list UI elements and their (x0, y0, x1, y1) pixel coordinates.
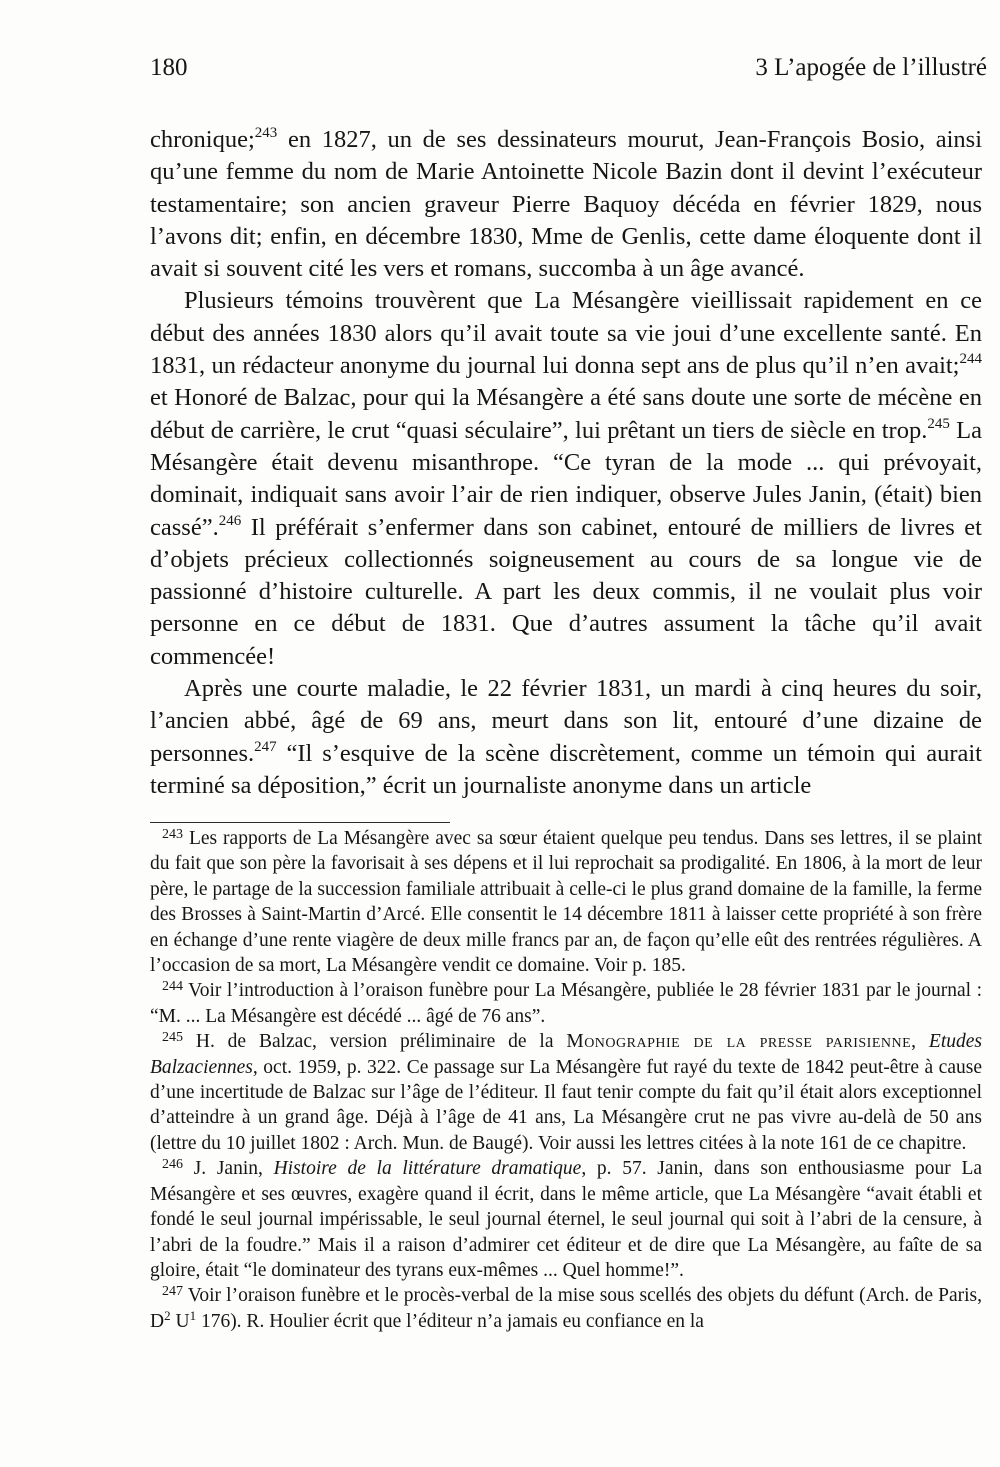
footnote-ref[interactable]: 246 (218, 512, 242, 529)
superscript: 1 (189, 1307, 197, 1323)
footnote-ref[interactable]: 247 (254, 738, 277, 755)
text-run: “Il s’esquive de la scène discrètement, comme un témoin qui aurait terminé sa déposition,” écrit un journaliste anonyme dans un article (150, 739, 982, 799)
text-run: chronique; (150, 126, 255, 153)
footnote-text: , (911, 1031, 929, 1053)
paragraph (150, 285, 982, 673)
footnote-text: 176). R. Houlier écrit que l’éditeur n’a jamais eu confiance en la (196, 1310, 704, 1332)
footnote-number: 246 (162, 1157, 183, 1173)
text-run: Plusieurs témoins trouvèrent que La Mésangère vieillissait rapidement en ce début des années 1830 alors qu’il avait toute sa vie joui d’une excellente santé. En 1831, un rédacteur anonyme du journal lui donna sept ans de plus qu’il n’en avait; (150, 287, 982, 380)
footnote-text: , p. 57. Janin, dans son enthousiasme pour La Mésangère et ses œuvres, exagère quand il écrit, dans le même article, que La Mésangère “avait établi et fondé le seul journal impérissable, le seul journal éternel, le seul journal qui soit à l’abri de la censure, à l’abri de la foudre.” Mais il a raison d’admirer cet éditeur et de dire que La Mésangère, au faîte de sa gloire, était “le dominateur des tyrans eux-mêmes ... Quel homme!”. (150, 1158, 983, 1281)
footnote-247 (150, 1283, 982, 1334)
footnote-244 (150, 978, 982, 1029)
running-title: 3 L’apogée de l’illustré (755, 54, 987, 81)
text-run: en 1827, un de ses dessinateurs mourut, Jean-François Bosio, ainsi qu’une femme du nom de Marie Antoinette Nicole Bazin dont il devint l’exécuteur testamentaire; son ancien graveur Pierre Baquoy décéda en février 1829, nous l’avons dit; enfin, en décembre 1830, Mme de Genlis, cette dame éloquente dont il avait si souvent cité les vers et romans, succomba à un âge avancé. (150, 126, 982, 283)
footnote-text: , oct. 1959, p. 322. Ce passage sur La Mésangère fut rayé du texte de 1842 peut-être à cause d’une incertitude de Balzac sur l’âge de l’éditeur. Il faut tenir compte du fait qu’il était alors exceptionnel d’atteindre à un grand âge. Déjà à l’âge de 41 ans, La Mésangère crut ne pas vivre au-delà de 50 ans (lettre du 10 juillet 1802 : Arch. Mun. de Baugé). Voir aussi les lettres citées à la note 161 de ce chapitre. (150, 1056, 982, 1154)
footnote-246 (150, 1156, 982, 1283)
footnote-text: H. de Balzac, version préliminaire de la (183, 1031, 567, 1053)
text-run: et Honoré de Balzac, pour qui la Mésangère a été sans doute une sorte de mécène en début de carrière, le crut “quasi séculaire”, lui prêtant un tiers de siècle en trop. (150, 384, 982, 444)
italic-title: Histoire de la littérature dramatique (273, 1158, 582, 1180)
footnote-divider (150, 822, 450, 823)
footnote-text: J. Janin, (183, 1158, 274, 1180)
footnote-number: 245 (162, 1030, 183, 1046)
smallcaps-title: Monographie de la presse parisienne (566, 1031, 912, 1053)
footnote-number: 243 (162, 827, 183, 842)
page-header (150, 52, 987, 84)
italic-title: Etudes Balzaciennes (150, 1031, 982, 1078)
footnote-text: Voir l’introduction à l’oraison funèbre pour La Mésangère, publiée le 28 février 1831 par le journal : “M. ... La Mésangère est décédé ... âgé de 76 ans”. (150, 980, 982, 1027)
footnote-245 (150, 1029, 982, 1156)
footnotes (150, 826, 982, 1334)
footnote-ref[interactable]: 245 (927, 415, 950, 432)
paragraph (150, 673, 982, 802)
footnote-ref[interactable]: 244 (959, 351, 982, 368)
footnote-text: U (170, 1310, 190, 1332)
page-number: 180 (150, 54, 188, 81)
footnote-number: 244 (162, 979, 183, 995)
text-run: Il préférait s’enfermer dans son cabinet, entouré de milliers de livres et d’objets précieux collectionnés soigneusement au cours de sa longue vie de passionné d’histoire culturelle. A part les deux commis, il ne voulait plus voir personne en ce début de 1831. Que d’autres assument la tâche qu’il avait commencée! (150, 513, 982, 670)
superscript: 2 (164, 1307, 171, 1323)
footnote-text: Voir l’oraison funèbre et le procès-verbal de la mise sous scellés des objets du défunt (Arch. de Paris, D (150, 1285, 982, 1332)
footnote-ref[interactable]: 243 (254, 125, 278, 141)
footnote-number: 247 (162, 1284, 183, 1300)
main-text (150, 124, 982, 802)
text-run: La Mésangère était devenu misanthrope. “Ce tyran de la mode ... qui prévoyait, dominait, indiquait sans avoir l’air de rien indiquer, observe Jules Janin, (était) bien cassé”. (150, 416, 982, 541)
paragraph (150, 124, 982, 285)
footnote-text: Les rapports de La Mésangère avec sa sœur étaient quelque peu tendus. Dans ses lettres, il se plaint du fait que son père la favorisait à ses dépens et il lui reprochait sa prodigalité. En 1806, à la mort de leur père, le partage de la succession familiale attribuait à celle-ci le plus grand domaine de la famille, la ferme des Brosses à Saint-Martin d’Arcé. Elle consentit le 14 décembre 1811 à laisser cette propriété à son frère en échange d’une rente viagère de deux mille francs par an, de façon qu’elle eût des rentrées régulières. A l’occasion de sa mort, La Mésangère vendit ce domaine. Voir p. 185. (150, 828, 982, 977)
text-run: Après une courte maladie, le 22 février 1831, un mardi à cinq heures du soir, l’ancien abbé, âgé de 69 ans, meurt dans son lit, entouré d’une dizaine de personnes. (150, 675, 982, 767)
footnote-243 (150, 826, 982, 978)
